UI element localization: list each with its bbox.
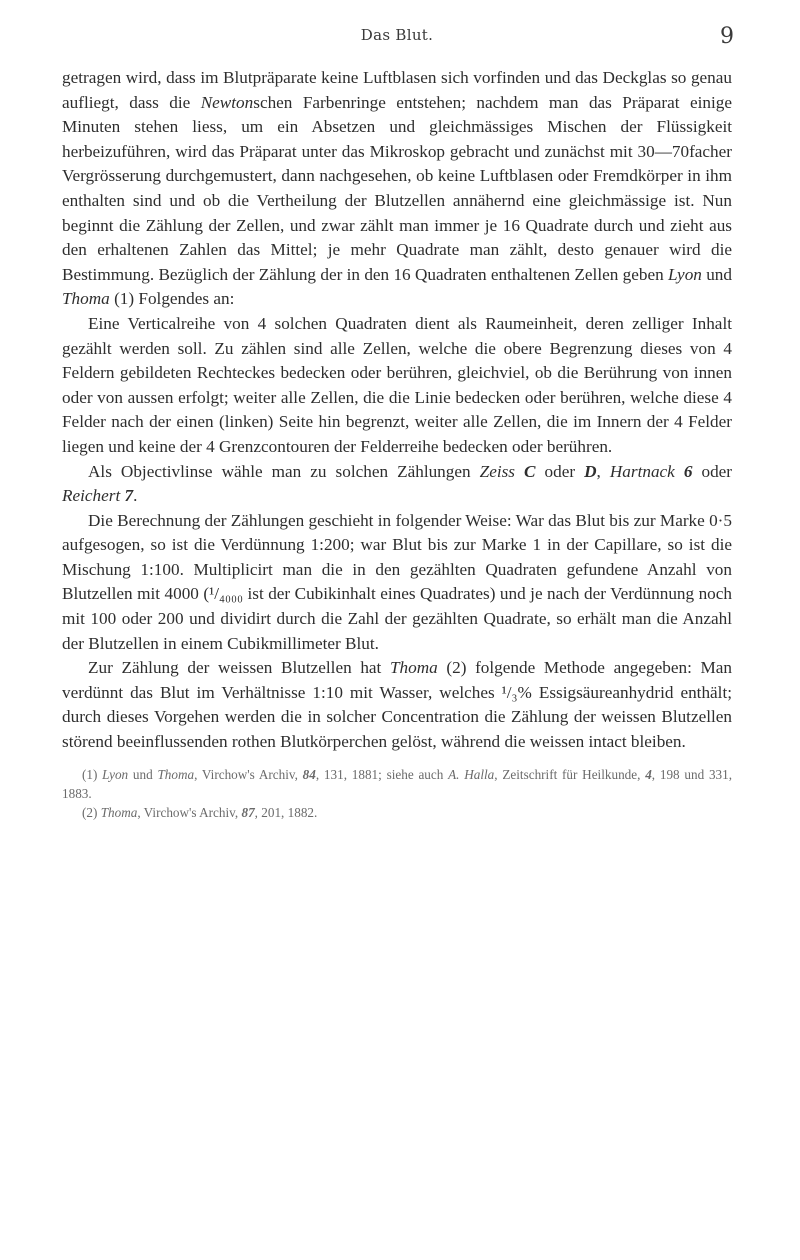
paragraph-white-cells	[62, 656, 732, 754]
text-run: schen Farbenringe entstehen; nachdem man das Präparat einige Minuten stehen liess, um ein Absetzen und gleichmässiges Mischen der Flüssigkeit herbeizuführen, wird das Präparat unter das Mikroskop gebracht und zunächst mit 30—70facher Vergrösserung durchgemustert, dann nachgesehen, ob keine Luftblasen oder Fremdkörper in ihm enthalten sind und ob die Vertheilung der Blutzellen annähernd eine gleichmässige ist. Nun beginnt die Zählung der Zellen, und zwar zählt man immer je 16 Quadrate durch und zieht aus den erhaltenen Zahlen das Mittel; je mehr Quadrate man zählt, desto genauer wird die Bestimmung. Bezüglich der Zählung der in den 16 Quadraten enthaltenen Zellen geben	[62, 92, 732, 284]
book-page	[62, 22, 732, 822]
author-name-thoma: Thoma	[157, 766, 195, 782]
text-run: .	[133, 486, 138, 506]
maker-name-zeiss: Zeiss	[479, 461, 515, 481]
text-run: , Virchow's Archiv,	[137, 804, 242, 820]
text-run: Als Objectivlinse wähle man zu solchen Zählungen	[88, 461, 480, 481]
lens-d: D	[584, 461, 597, 481]
text-run: und	[128, 766, 158, 782]
author-name-thoma: Thoma	[62, 289, 110, 309]
footnote-marker: (1)	[82, 766, 103, 782]
lens-7: 7	[124, 486, 134, 506]
author-name-thoma: Thoma	[389, 658, 438, 678]
paragraph-vertical-row: Eine Verticalreihe von 4 solchen Quadraten dient als Raumeinheit, deren zelliger Inhalt gezählt werden soll. Zu zählen sind alle Zellen, welche die obere Begrenzung dieses von 4 Feldern gebildeten Rechteckes bedecken oder berühren, gleichviel, ob die Berührung von innen oder von aussen erfolgt; weiter alle Zellen, die die Linie bedecken oder berühren, welche diese 4 Felder nach der einen (linken) Seite hin begrenzt, weiter alle Zellen, die im Innern der 4 Felder liegen und keine der 4 Grenzcontouren der Felderreihe bedecken oder berühren.	[62, 313, 732, 456]
fraction-one-third-percent: ¹/₃%	[501, 682, 532, 702]
running-head	[62, 22, 732, 50]
text-run: ,	[596, 461, 610, 481]
lens-c: C	[524, 461, 536, 481]
text-run: und	[701, 264, 732, 284]
author-name-lyon: Lyon	[102, 766, 129, 782]
text-run: (2) folgende Methode angegeben: Man verdünnt das Blut im Verhältnisse 1:10 mit Wasser, welches	[62, 658, 732, 702]
footnote-2	[62, 803, 732, 822]
author-name-newton: Newton	[200, 92, 254, 112]
text-run: , Virchow's Archiv,	[194, 766, 303, 782]
body-text	[62, 66, 732, 755]
paragraph-counting-procedure	[62, 66, 732, 312]
footnote-1	[62, 765, 732, 803]
text-run: oder	[535, 461, 585, 481]
running-title: Das Blut.	[360, 26, 434, 44]
page-number: 9	[720, 24, 734, 49]
text-run: , Zeitschrift für Heilkunde,	[494, 766, 646, 782]
footnote-marker: (2)	[82, 804, 101, 820]
lens-6: 6	[683, 461, 693, 481]
text-run: oder	[692, 461, 733, 481]
text-run: Essigsäureanhydrid enthält; durch dieses Vorgehen werden die in solcher Concentration die Zählung der weissen Blutzellen störend beeinflussenden rothen Blutkörperchen gelöst, während die weissen intact bleiben.	[62, 682, 732, 752]
text-run: , 131, 1881; siehe auch	[315, 766, 449, 782]
text-run: , 198 und 331, 1883.	[62, 766, 733, 801]
text-run: getragen wird, dass im Blutpräparate keine Luftblasen sich vorfinden und das Deckglas so genau aufliegt, dass die	[62, 68, 732, 112]
author-name-lyon: Lyon	[668, 264, 702, 284]
footnotes	[62, 765, 732, 822]
paragraph-calculation	[62, 509, 732, 657]
text-run: (1) Folgendes an:	[109, 289, 235, 309]
paragraph-objective-lens	[62, 460, 732, 509]
text-run: ist der Cubikinhalt eines Quadrates) und je nach der Verdünnung noch mit 100 oder 200 und dividirt durch die Zahl der gezählten Quadrate, so erhält man die Anzahl der Blutzellen in einem Cubikmillimeter Blut.	[62, 584, 732, 653]
author-name-halla: A. Halla	[448, 766, 495, 782]
volume-number: 4	[645, 766, 652, 782]
fraction-1-4000: ¹/₄₀₀₀	[209, 584, 243, 604]
text-run: Zur Zählung der weissen Blutzellen hat	[88, 658, 390, 678]
volume-number: 87	[241, 804, 255, 820]
text-run: , 201, 1882.	[254, 804, 318, 820]
author-name-thoma: Thoma	[100, 804, 138, 820]
maker-name-reichert: Reichert	[62, 486, 121, 506]
volume-number: 84	[302, 766, 316, 782]
text-run: Die Berechnung der Zählungen geschieht in folgender Weise: War das Blut bis zur Marke 0·5 aufgesogen, so ist die Verdünnung 1:200; war Blut bis zur Marke 1 in der Capillare, so ist die Mischung 1:100. Multiplicirt man die in den gezählten Quadraten gefundene Anzahl von Blutzellen mit 4000 (	[62, 510, 732, 604]
maker-name-hartnack: Hartnack	[609, 461, 675, 481]
